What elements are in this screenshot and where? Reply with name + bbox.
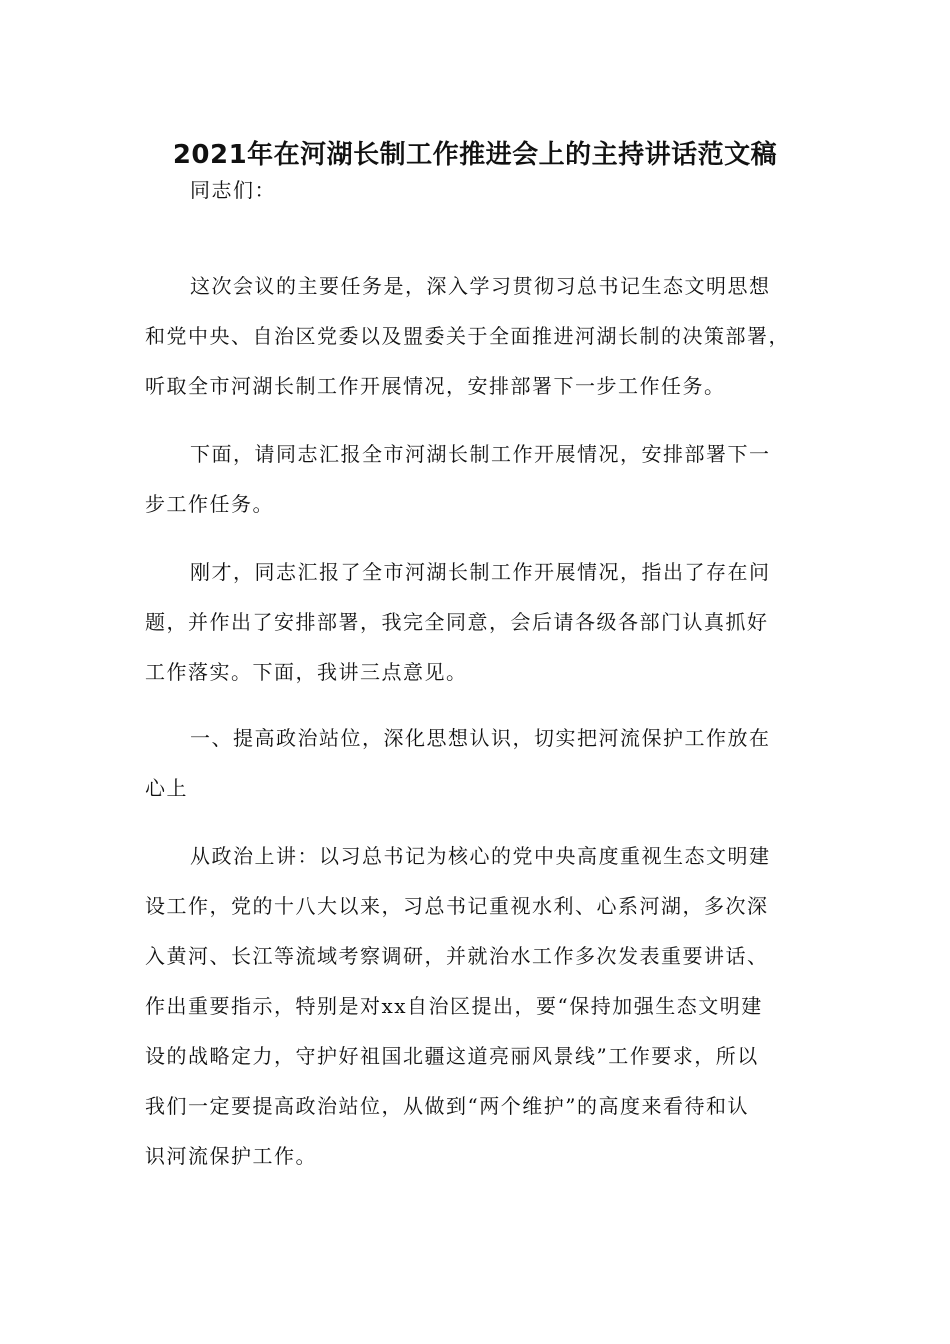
paragraph-line: 一、提高政治站位，深化思想认识，切实把河流保护工作放在 — [190, 726, 771, 750]
paragraph-line: 题，并作出了安排部署，我完全同意，会后请各级各部门认真抓好 — [145, 610, 769, 634]
paragraph-line: 工作落实。下面，我讲三点意见。 — [145, 660, 468, 684]
body-paragraph — [145, 831, 810, 1181]
paragraph-line: 我们一定要提高政治站位，从做到“两个维护”的高度来看待和认 — [145, 1094, 749, 1118]
paragraph-line: 从政治上讲：以习总书记为核心的党中央高度重视生态文明建 — [190, 844, 771, 868]
paragraph-line: 识河流保护工作。 — [145, 1144, 317, 1168]
paragraph-line: 这次会议的主要任务是，深入学习贯彻习总书记生态文明思想 — [190, 274, 771, 298]
body-paragraph — [145, 429, 810, 529]
paragraph-line: 入黄河、长江等流域考察调研，并就治水工作多次发表重要讲话、 — [145, 944, 769, 968]
salutation-paragraph — [145, 165, 810, 215]
paragraph-line: 设的战略定力，守护好祖国北疆这道亮丽风景线”工作要求，所以 — [145, 1044, 759, 1068]
paragraph-line: 心上 — [145, 776, 188, 800]
paragraph-line: 步工作任务。 — [145, 492, 274, 516]
section-heading-paragraph — [145, 713, 810, 813]
paragraph-line: 和党中央、自治区党委以及盟委关于全面推进河湖长制的决策部署， — [145, 324, 790, 348]
paragraph-line: 同志们： — [190, 178, 276, 202]
body-paragraph — [145, 547, 810, 697]
paragraph-line: 刚才，同志汇报了全市河湖长制工作开展情况，指出了存在问 — [190, 560, 771, 584]
paragraph-line: 下面，请同志汇报全市河湖长制工作开展情况，安排部署下一 — [190, 442, 771, 466]
paragraph-line: 设工作，党的十八大以来，习总书记重视水利、心系河湖，多次深 — [145, 894, 769, 918]
paragraph-line: 作出重要指示，特别是对xx自治区提出，要“保持加强生态文明建 — [145, 994, 763, 1018]
body-paragraph — [145, 261, 810, 411]
document-title: 2021年在河湖长制工作推进会上的主持讲话范文稿 — [172, 140, 778, 170]
paragraph-line: 听取全市河湖长制工作开展情况，安排部署下一步工作任务。 — [145, 374, 726, 398]
